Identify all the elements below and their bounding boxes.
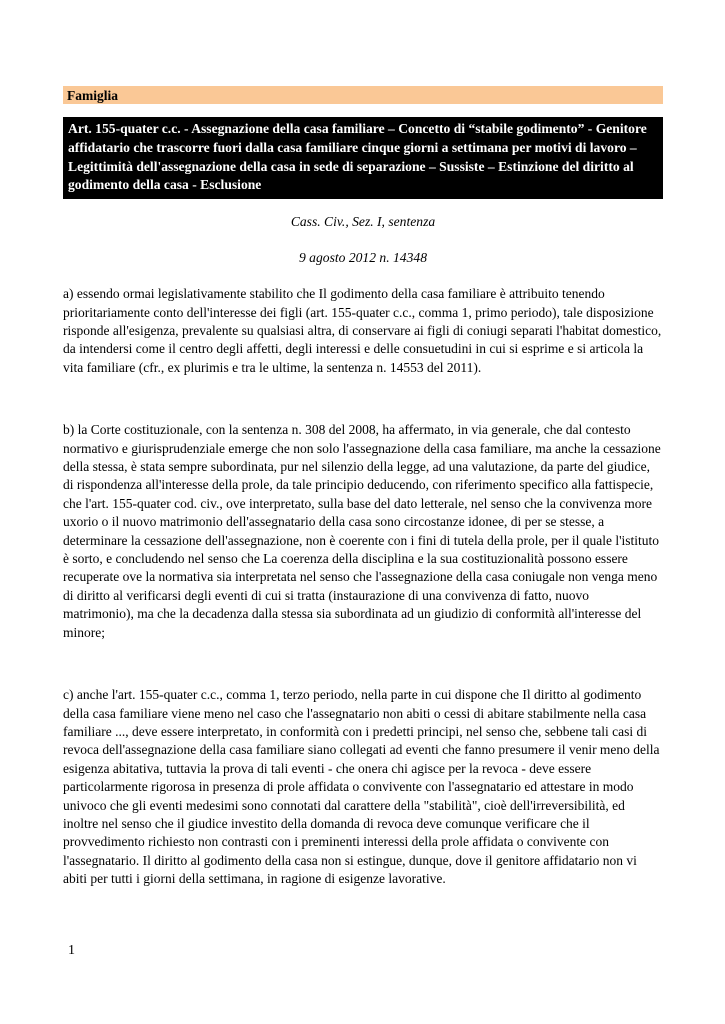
paragraph-b: b) la Corte costituzionale, con la sentenza n. 308 del 2008, ha affermato, in via generale, che dal contesto normativo e giurisprudenziale emerge che non solo l'assegnazione della casa familiare, ma anche la cessazione della stessa, è stata sempre subordinata, pur nel silenzio della legge, ad una valutazione, da parte del giudice, di rispondenza all'interesse della prole, da tale principio deducendo, con riferimento specifico alla fattispecie, che l'art. 155-quater cod. civ., ove interpretato, sulla base del dato letterale, nel senso che la convivenza more uxorio o il nuovo matrimonio dell'assegnatario della casa sono circostanze idonee, di per se stesse, a determinare la cessazione dell'assegnazione, non è coerente con i fini di tutela della prole, per il quale l'istituto è sorto, e concludendo nel senso che La coerenza della disciplina e la sua costituzionalità possono essere recuperate ove la normativa sia interpretata nel senso che l'assegnazione della casa coniugale non venga meno di diritto al verificarsi degli eventi di cui si tratta (instaurazione di una convivenza di fatto, nuovo matrimonio), ma che la decadenza dalla stessa sia subordinata ad un giudizio di conformità all'interesse del minore; [63, 422, 661, 640]
document-content [63, 86, 663, 889]
page-number: 1 [68, 943, 75, 958]
paragraph-c: c) anche l'art. 155-quater c.c., comma 1, terzo periodo, nella parte in cui dispone che Il diritto al godimento della casa familiare viene meno nel caso che l'assegnatario non abiti o cessi di abitare stabilmente nella casa familiare ..., deve essere interpretato, in conformità con i predetti principi, nel senso che, sebbene tali casi di revoca dell'assegnazione della casa familiare siano collegati ad eventi che fanno presumere il venir meno della esigenza abitativa, tuttavia la prova di tali eventi - che onera chi agisce per la revoca - deve essere particolarmente rigorosa in presenza di prole affidata o convivente con l'assegnatario ed attestare in modo univoco che gli eventi medesimi sono connotati dal carattere della "stabilità", cioè dell'irreversibilità, ed inoltre nel senso che il giudice investito della domanda di revoca deve comunque verificare che il provvedimento richiesto non contrasti con i preminenti interessi della prole affidata o convivente con l'assegnatario. Il diritto al godimento della casa non si estingue, dunque, dove il genitore affidatario non vi abiti per tutti i giorni della settimana, in ragione di esigenze lavorative. [63, 687, 660, 887]
ruling-title-banner: Art. 155-quater c.c. - Assegnazione della casa familiare – Concetto di “stabile godimento” - Genitore affidatario che trascorre fuori dalla casa familiare cinque giorni a settimana per motivi di lavoro – Legittimità dell'assegnazione della casa in sede di separazione – Sussiste – Estinzione del diritto al godimento della casa - Esclusione [63, 117, 663, 199]
decision-date-line: 9 agosto 2012 n. 14348 [298, 250, 427, 266]
category-banner: Famiglia [63, 86, 663, 104]
ruling-body [63, 285, 663, 888]
court-section-line: Cass. Civ., Sez. I, sentenza [290, 214, 436, 230]
paragraph-a: a) essendo ormai legislativamente stabilito che Il godimento della casa familiare è attribuito tenendo prioritariamente conto dell'interesse dei figli (art. 155-quater c.c., comma 1, primo periodo), tale disposizione risponde all'esigenza, prevalente su qualsiasi altra, di conservare ai figli di coniugi separati l'habitat domestico, da intendersi come il centro degli affetti, degli interessi e delle consuetudini in cui si esprime e si articola la vita familiare (cfr., ex plurimis e tra le ultime, la sentenza n. 14553 del 2011). [63, 286, 662, 375]
